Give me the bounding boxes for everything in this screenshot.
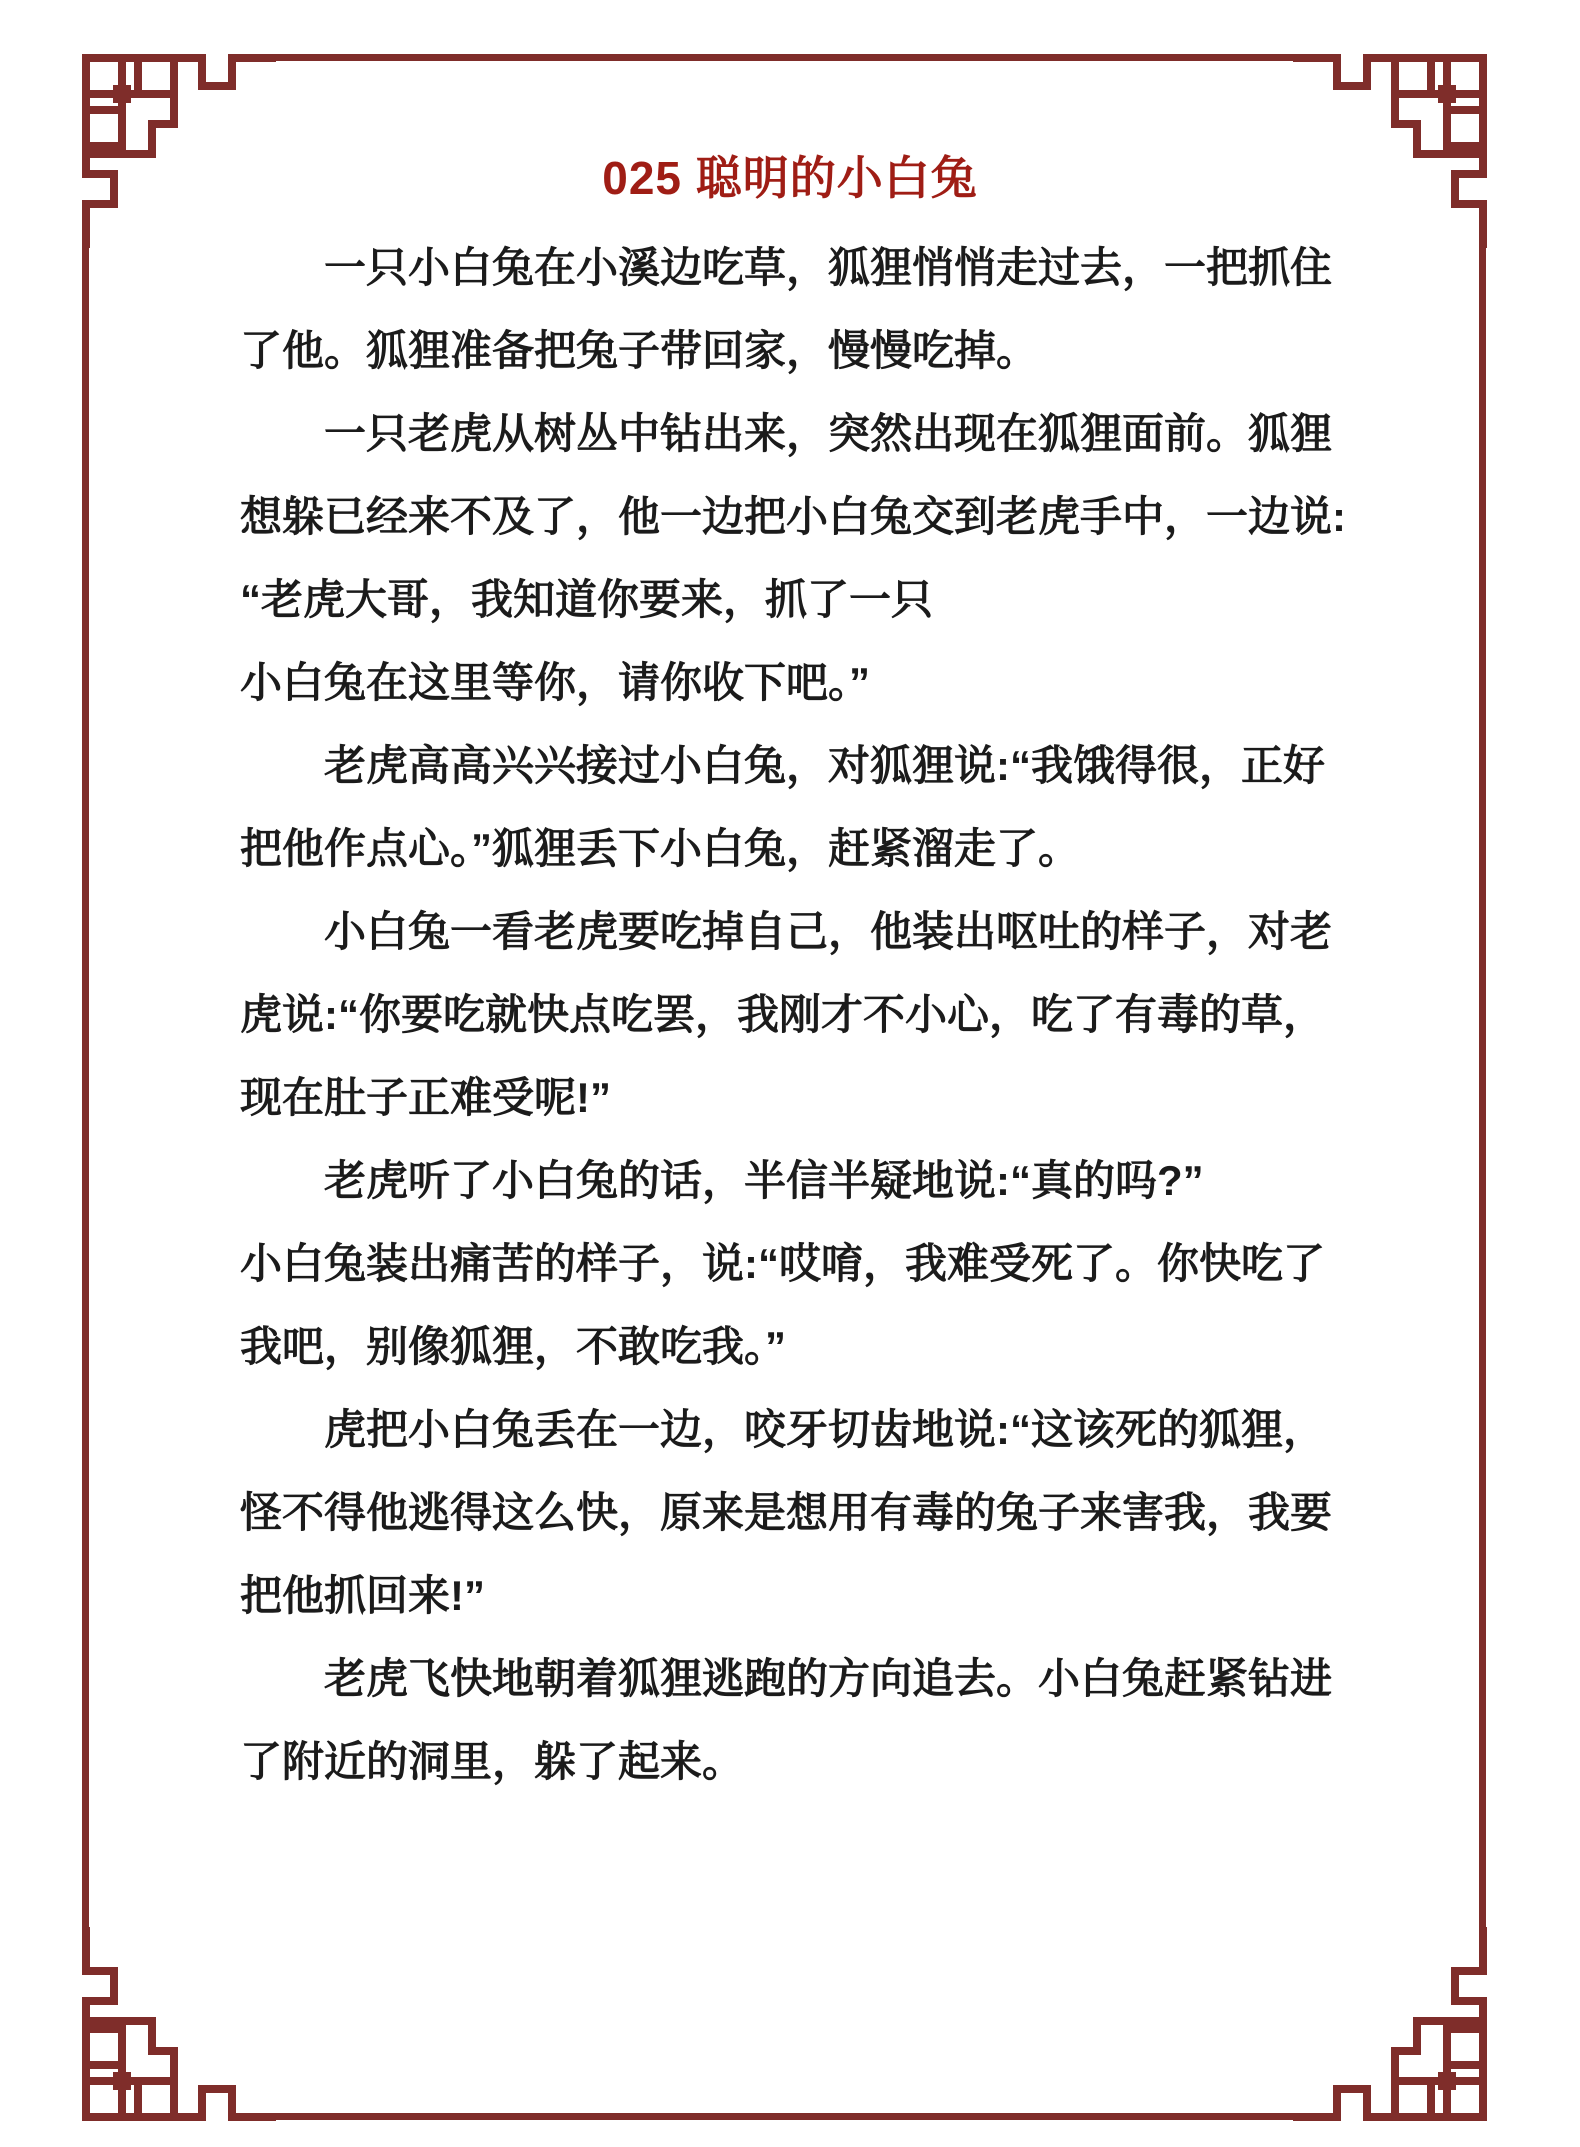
story-line: 小白兔装出痛苦的样子，说:“哎唷，我难受死了。你快吃了 [240,1240,1325,1287]
story-line: 怪不得他逃得这么快，原来是想用有毒的兔子来害我，我要 [240,1489,1333,1536]
border-line-top [276,54,1294,61]
story-line: 想躲已经来不及了，他一边把小白兔交到老虎手中，一边说: [240,493,1346,540]
story-line: 老虎听了小白兔的话，半信半疑地说:“真的吗?” [324,1157,1204,1204]
story-line: 老虎飞快地朝着狐狸逃跑的方向追去。小白兔赶紧钻进 [324,1655,1333,1702]
border-line-bottom [276,2113,1294,2120]
story-line: 一只小白兔在小溪边吃草，狐狸悄悄走过去，一把抓住 [324,244,1333,291]
story-line: 一只老虎从树丛中钻出来，突然出现在狐狸面前。狐狸 [324,410,1333,457]
border-line-left [82,248,89,1927]
story-line: 小白兔在这里等你，请你收下吧。” [240,659,871,706]
page-title: 025 聪明的小白兔 [602,152,978,204]
story-line: 小白兔一看老虎要吃掉自己，他装出呕吐的样子，对老 [324,908,1333,955]
story-line: 虎把小白兔丢在一边，咬牙切齿地说:“这该死的狐狸， [324,1406,1325,1453]
story-line: 了他。狐狸准备把兔子带回家，慢慢吃掉。 [240,327,1039,374]
story-line: 虎说:“你要吃就快点吃罢，我刚才不小心，吃了有毒的草， [240,991,1325,1038]
border-line-right [1479,248,1486,1927]
story-line: 把他作点心。”狐狸丢下小白兔，赶紧溜走了。 [240,825,1081,872]
story-line: 现在肚子正难受呢!” [240,1074,611,1121]
chinese-fret-corner-icon [56,28,276,248]
chinese-fret-corner-icon [1293,28,1513,248]
story-line: 老虎高高兴兴接过小白兔，对狐狸说:“我饿得很，正好 [324,742,1325,789]
story-line: “老虎大哥，我知道你要来，抓了一只 [240,576,934,623]
story-text [240,226,1355,1803]
story-line: 了附近的洞里，躲了起来。 [240,1738,745,1785]
story-line: 我吧，别像狐狸，不敢吃我。” [240,1323,787,1370]
chinese-fret-corner-icon [1293,1927,1513,2147]
chinese-fret-corner-icon [56,1927,276,2147]
story-line: 把他抓回来!” [240,1572,485,1619]
